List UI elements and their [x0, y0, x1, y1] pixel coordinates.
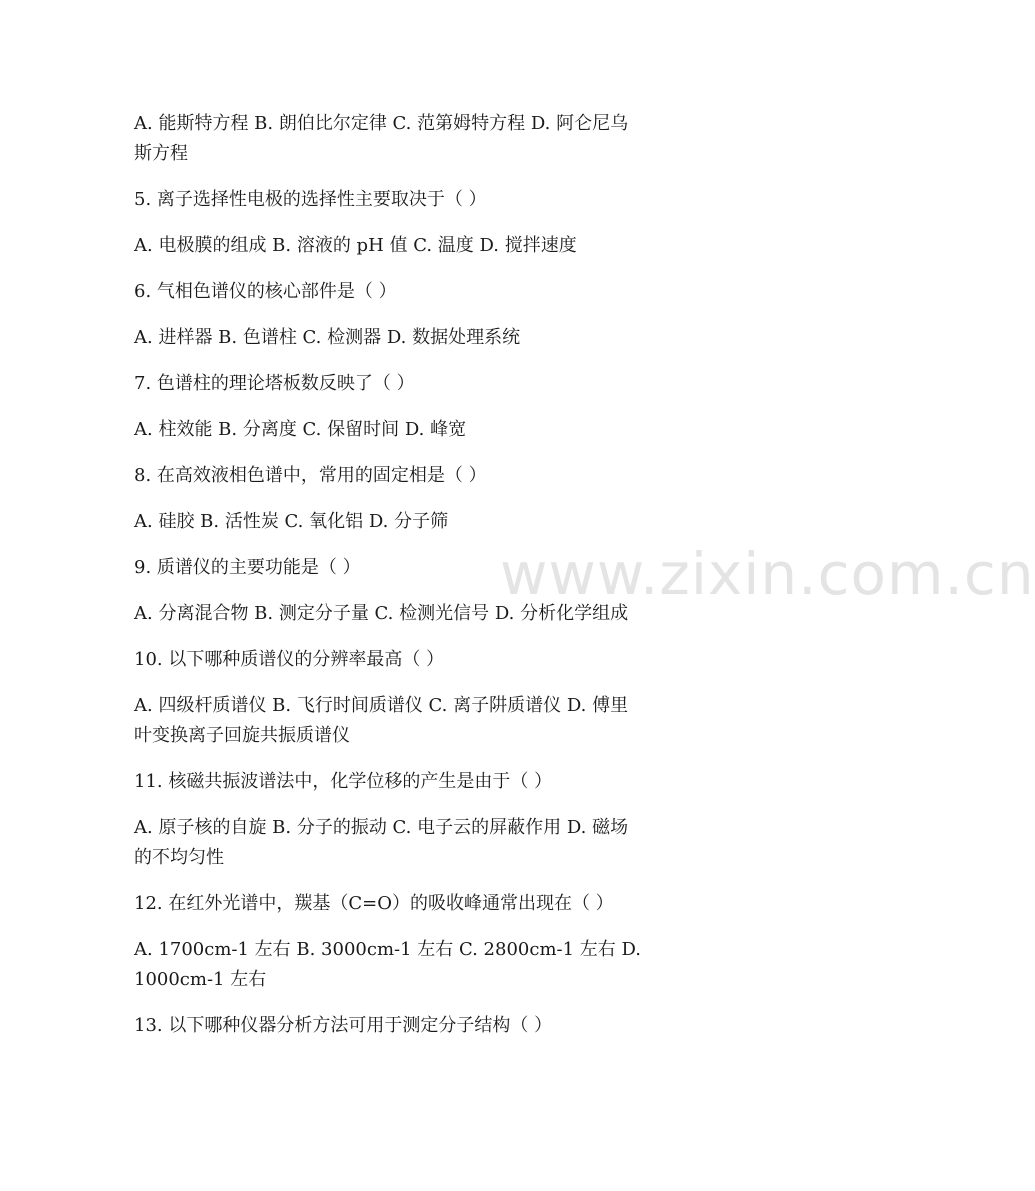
- question-11: 11. 核磁共振波谱法中，化学位移的产生是由于（ ）: [134, 771, 553, 792]
- options-q11-line2: 的不均匀性: [134, 847, 224, 868]
- question-list: [134, 109, 770, 1041]
- options-q10-line2: 叶变换离子回旋共振质谱仪: [134, 725, 350, 746]
- options-q6: A. 进样器 B. 色谱柱 C. 检测器 D. 数据处理系统: [134, 327, 521, 348]
- question-12: 12. 在红外光谱中，羰基（C=O）的吸收峰通常出现在（ ）: [134, 893, 614, 914]
- question-9: 9. 质谱仪的主要功能是（ ）: [134, 557, 361, 578]
- options-q5: A. 电极膜的组成 B. 溶液的 pH 值 C. 温度 D. 搅拌速度: [134, 235, 577, 256]
- question-7: 7. 色谱柱的理论塔板数反映了（ ）: [134, 373, 415, 394]
- question-10: 10. 以下哪种质谱仪的分辨率最高（ ）: [134, 649, 445, 670]
- options-q7: A. 柱效能 B. 分离度 C. 保留时间 D. 峰宽: [134, 419, 467, 440]
- options-q12-line2: 1000cm-1 左右: [134, 969, 267, 990]
- options-q12-line1: A. 1700cm-1 左右 B. 3000cm-1 左右 C. 2800cm-1 左右 D.: [134, 939, 642, 960]
- options-q4-line2: 斯方程: [134, 143, 188, 164]
- question-13: 13. 以下哪种仪器分析方法可用于测定分子结构（ ）: [134, 1015, 553, 1036]
- options-q10-line1: A. 四级杆质谱仪 B. 飞行时间质谱仪 C. 离子阱质谱仪 D. 傅里: [134, 695, 629, 716]
- question-8: 8. 在高效液相色谱中，常用的固定相是（ ）: [134, 465, 487, 486]
- question-5: 5. 离子选择性电极的选择性主要取决于（ ）: [134, 189, 487, 210]
- options-q4-line1: A. 能斯特方程 B. 朗伯比尔定律 C. 范第姆特方程 D. 阿仑尼乌: [134, 113, 629, 134]
- options-q11-line1: A. 原子核的自旋 B. 分子的振动 C. 电子云的屏蔽作用 D. 磁场: [134, 817, 629, 838]
- options-q8: A. 硅胶 B. 活性炭 C. 氧化铝 D. 分子筛: [134, 511, 449, 532]
- options-q9: A. 分离混合物 B. 测定分子量 C. 检测光信号 D. 分析化学组成: [134, 603, 629, 624]
- question-6: 6. 气相色谱仪的核心部件是（ ）: [134, 281, 397, 302]
- watermark: www.zixin.com.cn: [500, 540, 1035, 608]
